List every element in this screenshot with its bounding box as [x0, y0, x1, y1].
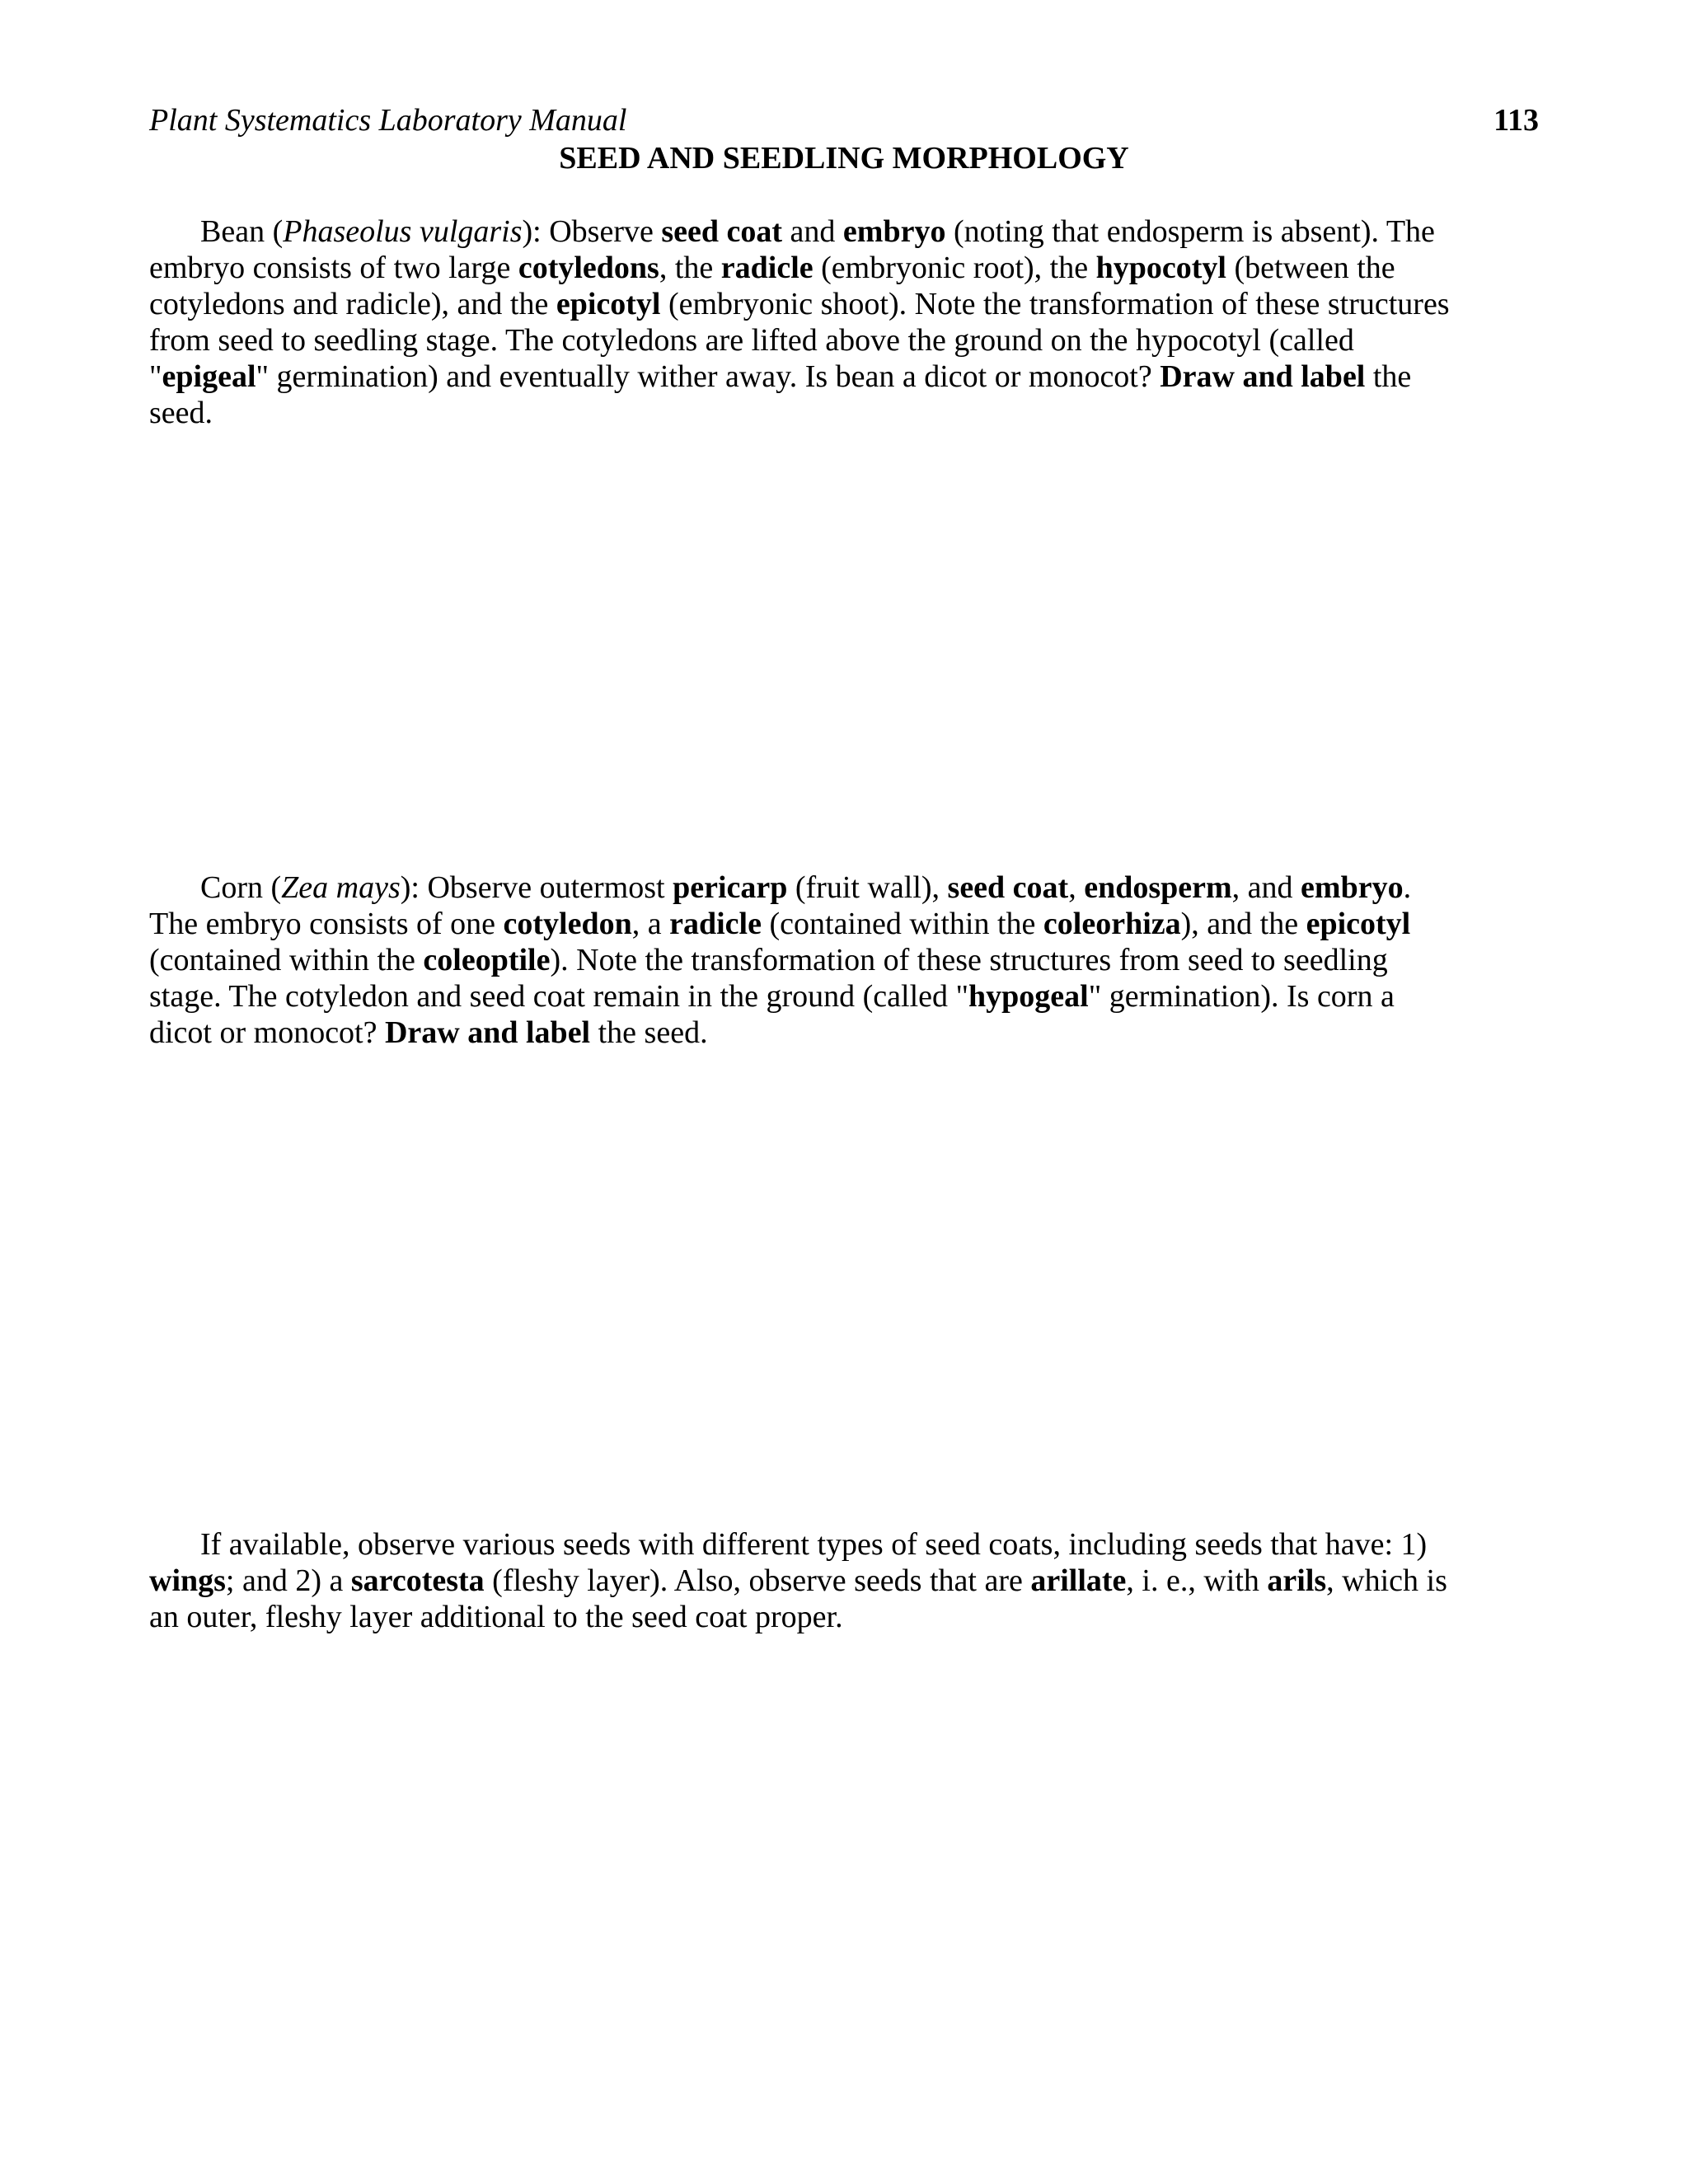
- text-run: from seed to seedling stage. The cotyledons are lifted above the ground on the hypocotyl (called: [149, 323, 1354, 358]
- italic-term: Zea mays: [281, 870, 401, 905]
- text-line: [149, 359, 1542, 395]
- text-run: (noting that endosperm is absent). The: [945, 214, 1435, 249]
- text-run: , and: [1231, 870, 1301, 905]
- text-line: [149, 978, 1542, 1015]
- text-run: .: [1403, 870, 1412, 905]
- bold-term: cotyledons: [518, 251, 659, 285]
- bold-term: epicotyl: [1306, 907, 1411, 941]
- bold-term: epigeal: [162, 359, 256, 394]
- text-run: , i. e., with: [1126, 1563, 1268, 1598]
- text-line: [149, 286, 1542, 322]
- text-run: the seed.: [590, 1015, 708, 1050]
- bold-term: embryo: [1301, 870, 1404, 905]
- text-run: cotyledons and radicle), and the: [149, 287, 556, 321]
- text-run: ; and 2) a: [225, 1563, 351, 1598]
- text-line: [149, 250, 1542, 286]
- text-run: an outer, fleshy layer additional to the seed coat proper.: [149, 1600, 843, 1634]
- text-run: The embryo consists of one: [149, 907, 504, 941]
- text-line: [149, 1015, 1542, 1051]
- bold-term: arils: [1267, 1563, 1327, 1598]
- text-run: (between the: [1226, 251, 1395, 285]
- text-line: [149, 1599, 1542, 1635]
- text-line: [149, 1526, 1542, 1563]
- text-run: ": [149, 359, 162, 394]
- text-line: [149, 942, 1542, 978]
- corn-paragraph: [149, 869, 1542, 1051]
- bold-term: hypogeal: [968, 979, 1089, 1014]
- text-run: (contained within the: [149, 943, 424, 977]
- italic-term: Phaseolus vulgaris: [283, 214, 523, 249]
- text-run: Bean (: [200, 214, 284, 249]
- text-line: [149, 906, 1542, 942]
- text-line: [149, 213, 1542, 250]
- text-run: dicot or monocot?: [149, 1015, 385, 1050]
- bold-term: radicle: [720, 251, 814, 285]
- text-run: ): Observe outermost: [400, 870, 673, 905]
- page-number: 113: [1493, 103, 1539, 138]
- text-run: , the: [659, 251, 721, 285]
- text-run: and: [782, 214, 843, 249]
- bold-term: embryo: [842, 214, 946, 249]
- text-run: ): Observe: [522, 214, 662, 249]
- text-run: " germination). Is corn a: [1088, 979, 1395, 1014]
- text-run: ,: [1068, 870, 1085, 905]
- bold-term: wings: [149, 1563, 226, 1598]
- bold-term: epicotyl: [556, 287, 661, 321]
- seed-coats-paragraph: [149, 1526, 1542, 1635]
- text-run: stage. The cotyledon and seed coat remain in the ground (called ": [149, 979, 969, 1014]
- section-heading: SEED AND SEEDLING MORPHOLOGY: [559, 141, 1129, 176]
- text-run: If available, observe various seeds with different types of seed coats, including seeds that have: 1): [200, 1527, 1428, 1562]
- text-run: ), and the: [1180, 907, 1306, 941]
- text-run: seed.: [149, 396, 213, 430]
- bold-term: cotyledon: [503, 907, 632, 941]
- text-line: [149, 1563, 1542, 1599]
- text-run: (contained within the: [761, 907, 1043, 941]
- bold-term: seed coat: [947, 870, 1069, 905]
- text-run: ). Note the transformation of these structures from seed to seedling: [550, 943, 1388, 977]
- text-run: (fruit wall),: [787, 870, 948, 905]
- bean-paragraph: [149, 213, 1542, 431]
- bold-term: arillate: [1030, 1563, 1127, 1598]
- text-run: (fleshy layer). Also, observe seeds that are: [484, 1563, 1031, 1598]
- bold-term: coleorhiza: [1043, 907, 1181, 941]
- text-line: [149, 869, 1542, 906]
- text-run: , a: [631, 907, 670, 941]
- bold-term: endosperm: [1084, 870, 1232, 905]
- text-run: the: [1365, 359, 1412, 394]
- bold-term: Draw and label: [1160, 359, 1366, 394]
- bold-term: pericarp: [673, 870, 788, 905]
- bold-term: hypocotyl: [1095, 251, 1226, 285]
- text-run: embryo consists of two large: [149, 251, 518, 285]
- text-run: " germination) and eventually wither away. Is bean a dicot or monocot?: [256, 359, 1160, 394]
- bold-term: radicle: [669, 907, 762, 941]
- text-line: [149, 395, 1542, 431]
- page-header: [149, 101, 1539, 140]
- text-line: [149, 322, 1542, 359]
- bold-term: seed coat: [661, 214, 783, 249]
- bold-term: sarcotesta: [350, 1563, 485, 1598]
- manual-title: Plant Systematics Laboratory Manual: [149, 103, 627, 138]
- bold-term: Draw and label: [384, 1015, 591, 1050]
- text-run: (embryonic shoot). Note the transformation of these structures: [660, 287, 1450, 321]
- text-run: , which is: [1326, 1563, 1447, 1598]
- bold-term: coleoptile: [423, 943, 551, 977]
- text-run: (embryonic root), the: [813, 251, 1096, 285]
- text-run: Corn (: [200, 870, 282, 905]
